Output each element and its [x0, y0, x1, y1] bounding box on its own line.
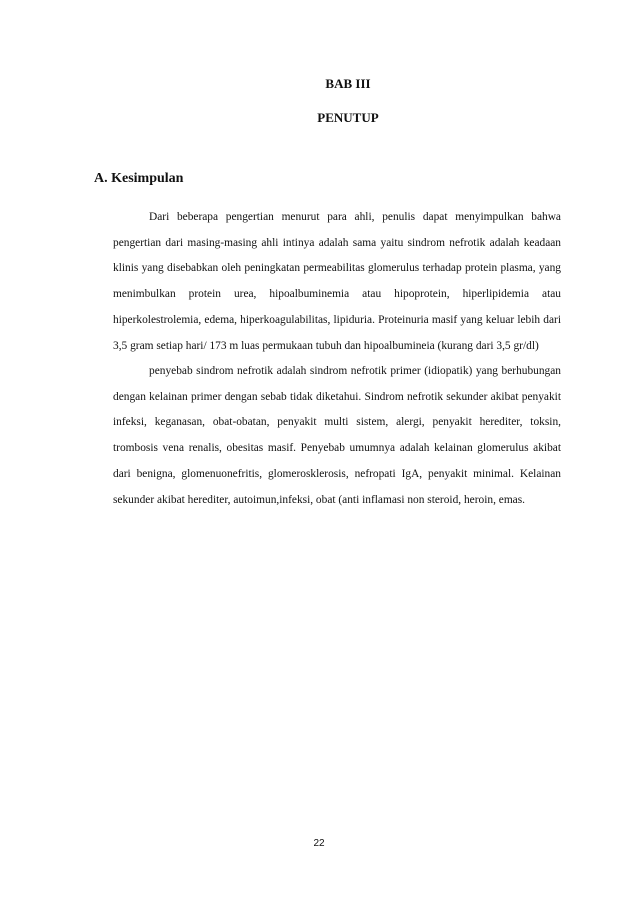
conclusion-paragraph-2: penyebab sindrom nefrotik adalah sindrom nefrotik primer (idiopatik) yang berhubungan dengan kelainan primer dengan sebab tidak diketahui. Sindrom nefrotik sekunder akibat penyakit infeksi, keganasan, obat-obatan, penyakit multi sistem, alergi, penyakit herediter, toksin, trombosis vena renalis, obesitas masif. Penyebab umumnya adalah kelainan glomerulus akibat dari benigna, glomenuonefritis, glomerosklerosis, nefropati IgA, penyakit minimal. Kelainan sekunder akibat herediter, autoimun,infeksi, obat (anti inflamasi non steroid, heroin, emas.	[113, 365, 561, 506]
conclusion-paragraph-1: Dari beberapa pengertian menurut para ahli, penulis dapat menyimpulkan bahwa pengertian dari masing-masing ahli intinya adalah sama yaitu sindrom nefrotik adalah keadaan klinis yang disebabkan oleh peningkatan permeabilitas glomerulus terhadap protein plasma, yang menimbulkan protein urea, hipoalbuminemia atau hipoprotein, hiperlipidemia atau hiperkolestrolemia, edema, hiperkoagulabilitas, lipiduria. Proteinuria masif yang keluar lebih dari 3,5 gram setiap hari/ 173 m luas permukaan tubuh dan hipoalbumineia (kurang dari 3,5 gr/dl)	[113, 211, 561, 352]
chapter-number: BAB III	[325, 76, 371, 91]
section-heading: A. Kesimpulan	[94, 171, 184, 186]
page-number: 22	[313, 838, 325, 849]
chapter-title: PENUTUP	[317, 110, 379, 125]
